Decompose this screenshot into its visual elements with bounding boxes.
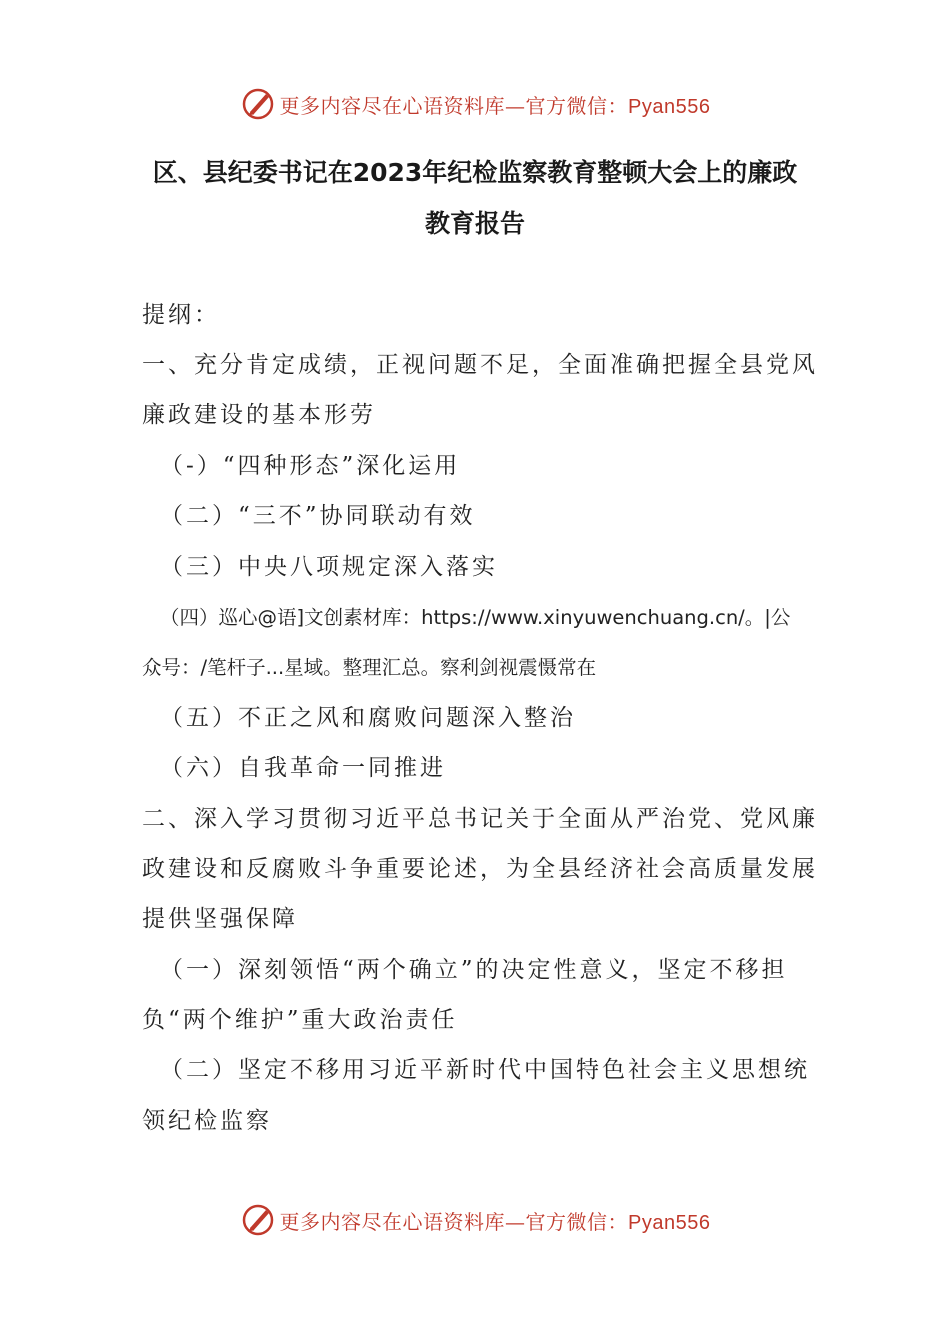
- pen-logo-icon: [240, 86, 276, 122]
- outline-line: （一）深刻领悟“两个确立”的决定性意义，坚定不移担: [160, 957, 788, 983]
- outline-line: （-）“四种形态”深化运用: [160, 453, 461, 479]
- document-title-line-1: 区、县纪委书记在2023年纪检监察教育整顿大会上的廉政: [152, 158, 798, 187]
- banner-text: 更多内容尽在心语资料库—官方微信：Pyan556: [279, 1209, 711, 1234]
- outline-line-watermark: （四）巡心@语]文创素材库：https://www.xinyuwenchuang.cn/。|公: [160, 606, 791, 629]
- pen-logo-icon: [240, 1202, 276, 1238]
- outline-line: 廉政建设的基本形劳: [142, 402, 376, 428]
- outline-line: （三）中央八项规定深入落实: [160, 554, 498, 580]
- footer-banner: [0, 1200, 950, 1240]
- outline-line: 二、深入学习贯彻习近平总书记关于全面从严治党、党风廉: [142, 806, 818, 832]
- outline-line: （二）“三不”协同联动有效: [160, 503, 476, 529]
- outline-line: （二）坚定不移用习近平新时代中国特色社会主义思想统: [160, 1057, 810, 1083]
- outline-line: 政建设和反腐败斗争重要论述，为全县经济社会高质量发展: [142, 856, 818, 882]
- document-title-line-2: 教育报告: [424, 209, 525, 238]
- outline-line: （六）自我革命一同推进: [160, 755, 446, 781]
- wechat-id: Pyan556: [628, 1211, 711, 1234]
- outline-line: （五）不正之风和腐败问题深入整治: [160, 705, 576, 731]
- outline-heading: 提纲：: [142, 302, 220, 328]
- outline-line: 提供坚强保障: [142, 906, 298, 932]
- outline-line: 领纪检监察: [142, 1108, 272, 1134]
- banner-text: 更多内容尽在心语资料库—官方微信：Pyan556: [279, 93, 711, 118]
- outline-line: 负“两个维护”重大政治责任: [142, 1007, 458, 1033]
- header-banner: [0, 84, 950, 124]
- outline-line-watermark: 众号：/笔杆子...星域。整理汇总。察利剑视震慑常在: [142, 656, 597, 679]
- wechat-id: Pyan556: [628, 95, 711, 118]
- outline-line: 一、充分肯定成绩，正视问题不足，全面准确把握全县党风: [142, 352, 818, 378]
